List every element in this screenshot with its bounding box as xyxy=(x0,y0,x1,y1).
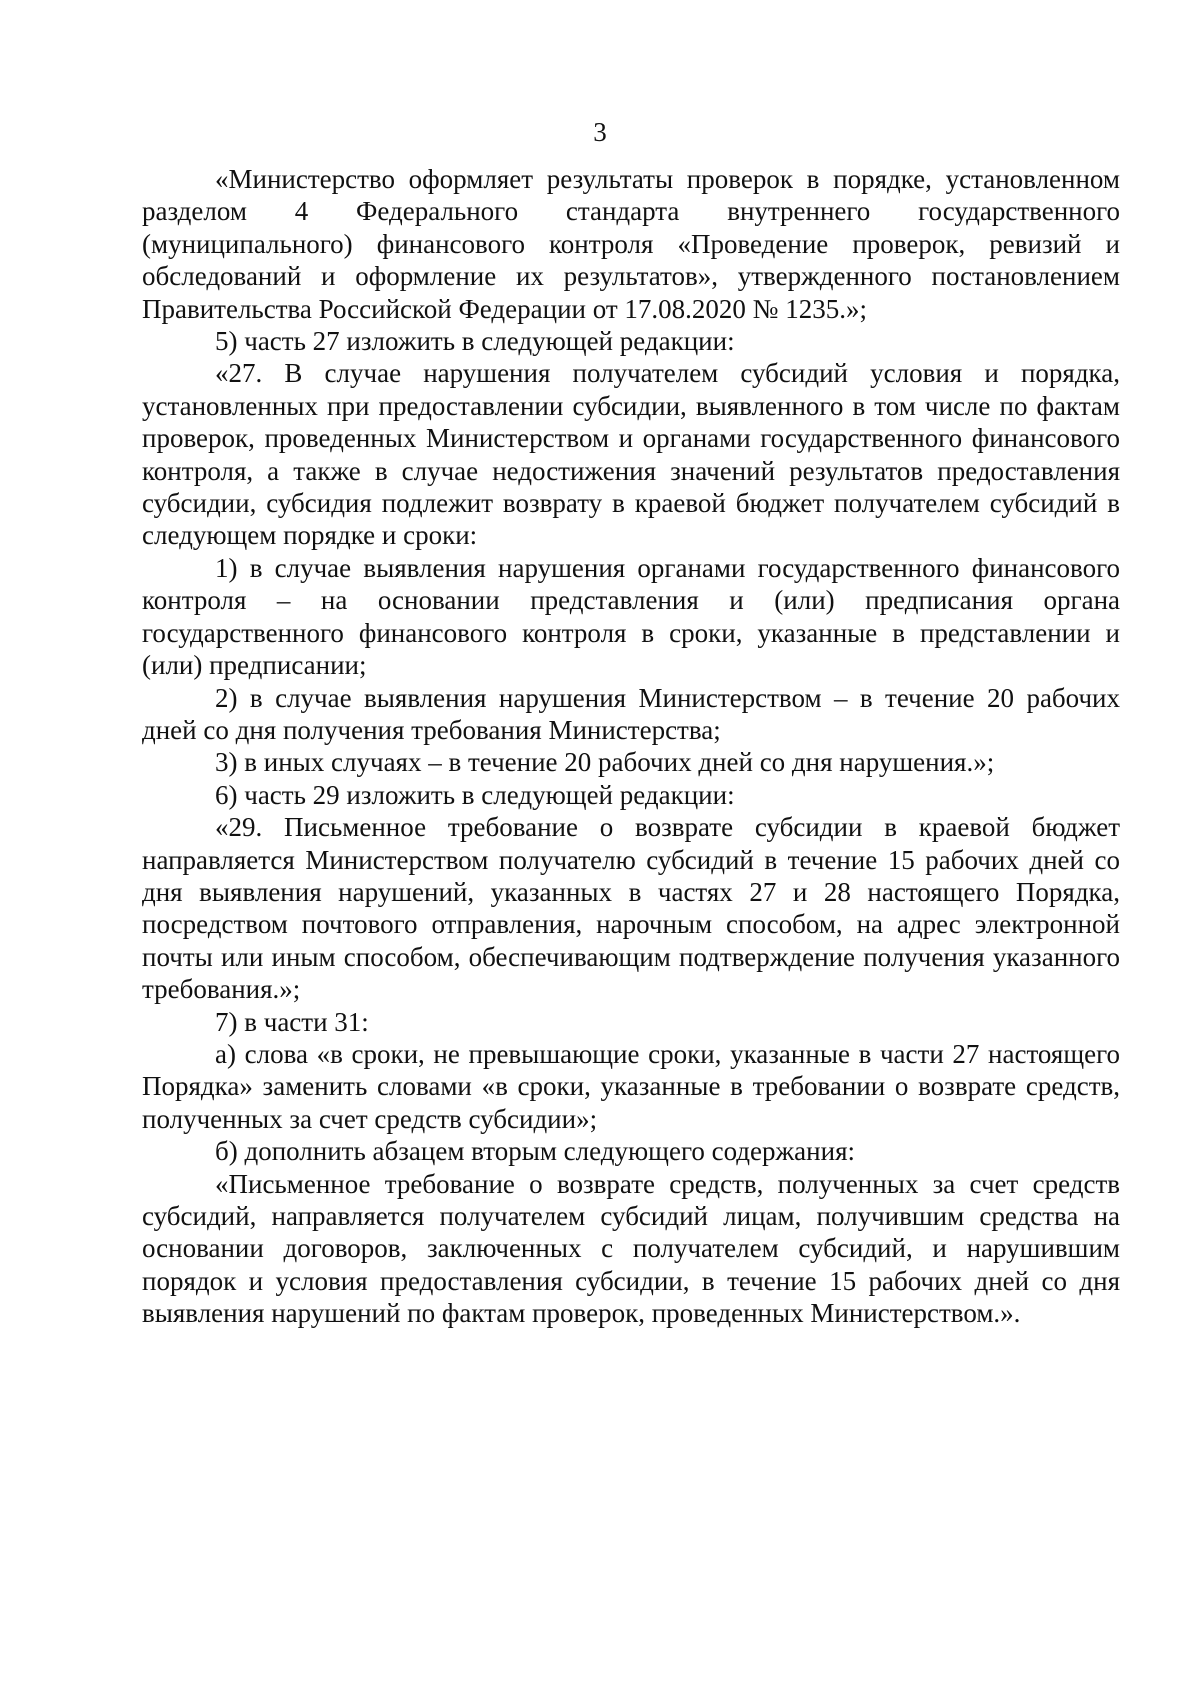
paragraph: а) слова «в сроки, не превышающие сроки, указанные в части 27 настоящего Порядка» заменить словами «в сроки, указанные в требовании о возврате средств, полученных за счет средств субсидии»; xyxy=(142,1038,1120,1134)
paragraph: «27. В случае нарушения получателем субсидий условия и порядка, установленных при предоставлении субсидии, выявленного в том числе по фактам проверок, проведенных Министерством и органами государственного финансового контроля, а также в случае недостижения значений результатов предоставления субсидии, субсидия подлежит возврату в краевой бюджет получателем субсидий в следующем порядке и сроки: xyxy=(142,358,1120,551)
paragraph: 7) в части 31: xyxy=(215,1006,369,1037)
paragraph: 1) в случае выявления нарушения органами государственного финансового контроля – на основании представления и (или) предписания органа государственного финансового контроля в сроки, указанные в представлении и (или) предписании; xyxy=(142,552,1120,681)
paragraph: 5) часть 27 изложить в следующей редакции: xyxy=(215,326,735,357)
page-number: 3 xyxy=(593,117,607,147)
paragraph: 6) часть 29 изложить в следующей редакции: xyxy=(215,779,735,810)
paragraph: «29. Письменное требование о возврате субсидии в краевой бюджет направляется Министерством получателю субсидий в течение 15 рабочих дней со дня выявления нарушений, указанных в частях 27 и 28 настоящего Порядка, посредством почтового отправления, нарочным способом, на адрес электронной почты или иным способом, обеспечивающим подтверждение получения указанного требования.»; xyxy=(142,812,1120,1005)
paragraph: «Министерство оформляет результаты проверок в порядке, установленном разделом 4 Федерального стандарта внутреннего государственного (муниципального) финансового контроля «Проведение проверок, ревизий и обследований и оформление их результатов», утвержденного постановлением Правительства Российской Федерации от 17.08.2020 № 1235.»; xyxy=(142,164,1120,324)
paragraph: б) дополнить абзацем вторым следующего содержания: xyxy=(215,1136,855,1167)
paragraph: 3) в иных случаях – в течение 20 рабочих дней со дня нарушения.»; xyxy=(215,747,995,778)
paragraph: «Письменное требование о возврате средств, полученных за счет средств субсидий, направляется получателем субсидий лицам, получившим средства на основании договоров, заключенных с получателем субсидий, и нарушившим порядок и условия предоставления субсидии, в течение 15 рабочих дней со дня выявления нарушений по фактам проверок, проведенных Министерством.». xyxy=(142,1168,1120,1329)
paragraph: 2) в случае выявления нарушения Министерством – в течение 20 рабочих дней со дня получения требования Министерства; xyxy=(142,682,1120,745)
document-body xyxy=(142,163,1120,1330)
